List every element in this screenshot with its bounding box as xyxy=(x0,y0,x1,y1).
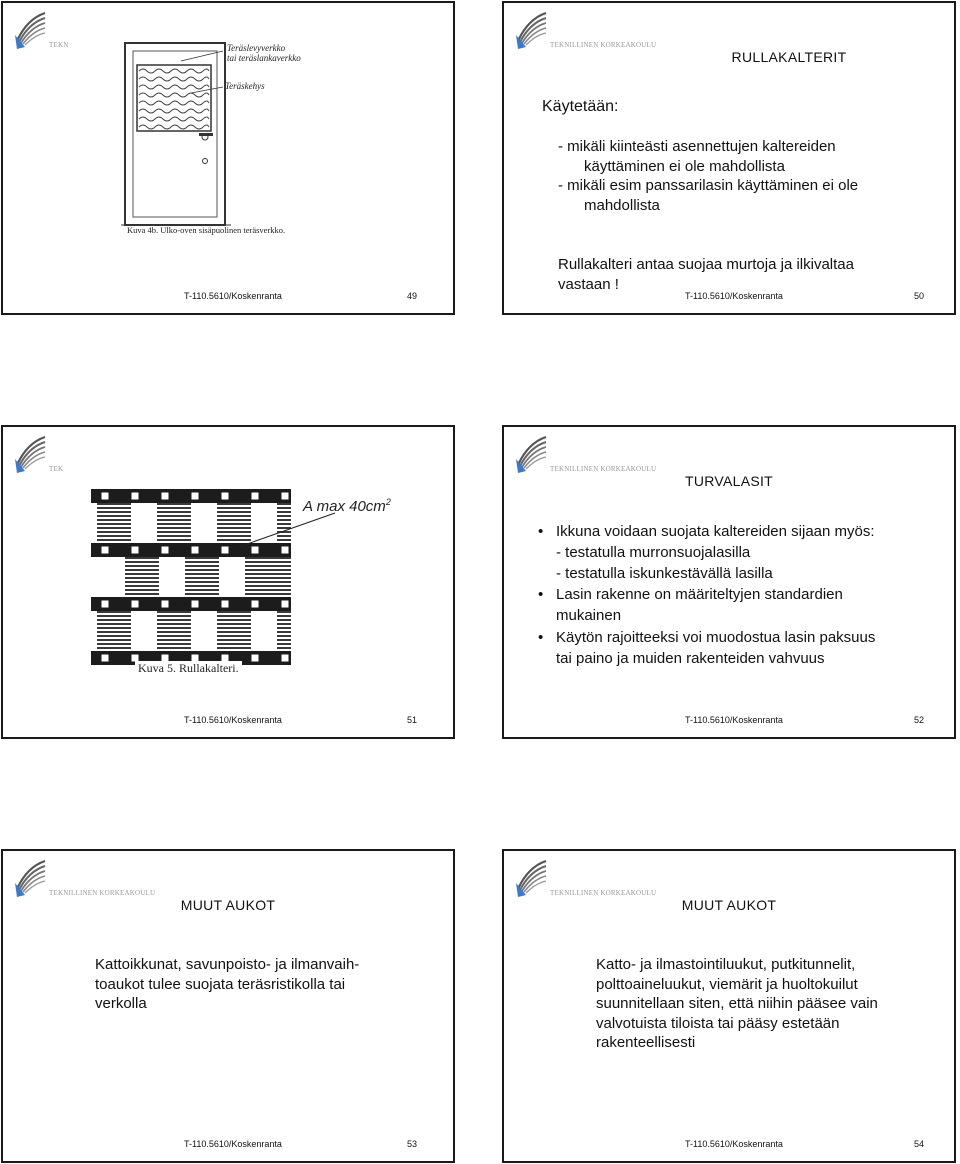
footer-page-number: 53 xyxy=(406,1139,417,1149)
university-logo-icon xyxy=(514,11,548,51)
body-paragraph: Katto- ja ilmastointiluukut, putkitunnelit, polttoaineluukut, viemärit ja huoltokuilut suunnitellaan siten, että niihin pääsee vain valvotuista tiloista tai pääsy estetään rakenteellisesti xyxy=(596,956,878,1051)
grille-rivet xyxy=(251,654,259,662)
drawing-caption: Kuva 4b. Ulko-oven sisäpuolinen teräsverkko. xyxy=(127,225,286,235)
slide-52 xyxy=(502,425,956,739)
university-logo-icon xyxy=(13,859,47,899)
university-logo-icon xyxy=(514,859,548,899)
list-item: tai paino ja muiden rakenteiden vahvuus xyxy=(556,650,825,667)
door-drawing xyxy=(121,41,321,241)
footer-page-number: 54 xyxy=(913,1139,924,1149)
grille-rivet xyxy=(251,492,259,500)
slide-54 xyxy=(502,849,956,1163)
grille-rivet xyxy=(101,492,109,500)
usage-list xyxy=(558,137,858,215)
footer-course: T-110.5610/Koskenranta xyxy=(184,291,282,301)
grille-rivet xyxy=(161,546,169,554)
drawing-label-max: A $\max 40cm^2$ xyxy=(303,497,391,515)
logo-text: TEKNILLINEN KORKEAKOULU xyxy=(550,41,657,49)
list-item: - mikäli kiinteästi asennettujen kaltereiden xyxy=(558,138,836,155)
slide-51 xyxy=(1,425,455,739)
university-logo-icon xyxy=(13,435,47,475)
grille-slat xyxy=(277,557,291,595)
list-item: • Lasin rakenne on määriteltyjen standardien xyxy=(538,584,875,605)
grille-rivet xyxy=(281,600,289,608)
grille-rivet xyxy=(191,546,199,554)
list-item: • Ikkuna voidaan suojata kaltereiden sijaan myös: xyxy=(538,521,875,542)
logo-text: TEKNILLINEN KORKEAKOULU xyxy=(550,465,657,473)
drawing-label-frame: Teräskehys xyxy=(225,81,265,91)
slide-title: TURVALASIT xyxy=(684,473,774,489)
grille-slat xyxy=(185,557,219,595)
grille-rivet xyxy=(161,600,169,608)
logo-text: TEKNILLINEN KORKEAKOULU xyxy=(550,889,657,897)
leader-line xyxy=(229,511,339,551)
grille-slat xyxy=(217,611,251,649)
footer-page-number: 50 xyxy=(913,291,924,301)
list-item: mukainen xyxy=(556,607,622,624)
list-item: - mikäli esim panssarilasin käyttäminen ei ole xyxy=(558,177,859,194)
drawing-label-mesh: Teräslevyverkko tai teräslankaverkko xyxy=(227,43,301,63)
grille-slat xyxy=(125,557,159,595)
list-item: - testatulla murronsuojalasilla xyxy=(556,544,751,561)
grille-rivet xyxy=(131,600,139,608)
body-paragraph: Kattoikkunat, savunpoisto- ja ilmanvaih- toaukot tulee suojata teräsristikolla tai verkolla xyxy=(95,956,360,1012)
university-logo-icon xyxy=(514,435,548,475)
footer-course: T-110.5610/Koskenranta xyxy=(685,1139,783,1149)
footer-course: T-110.5610/Koskenranta xyxy=(685,715,783,725)
list-item: • Käytön rajoitteeksi voi muodostua lasin paksuus xyxy=(538,627,875,648)
grille-rivet xyxy=(251,600,259,608)
list-item: käyttäminen ei ole mahdollista xyxy=(584,157,785,175)
grille-rivet xyxy=(191,492,199,500)
list-item: - testatulla iskunkestävällä lasilla xyxy=(556,565,773,582)
grille-slat xyxy=(97,503,131,541)
grille-slat xyxy=(245,557,279,595)
list-item: mahdollista xyxy=(584,196,660,214)
slide-53 xyxy=(1,849,455,1163)
grille-slat xyxy=(157,611,191,649)
grille-rivet xyxy=(161,492,169,500)
footer-course: T-110.5610/Koskenranta xyxy=(184,715,282,725)
closing-text: Rullakalteri antaa suojaa murtoja ja ilkivaltaa vastaan ! xyxy=(558,256,854,293)
logo-text: TEK xyxy=(49,465,64,473)
grille-rivet xyxy=(281,492,289,500)
footer-course: T-110.5610/Koskenranta xyxy=(184,1139,282,1149)
grille-slat xyxy=(97,611,131,649)
footer-page-number: 51 xyxy=(406,715,417,725)
grille-rivet xyxy=(131,492,139,500)
grille-rivet xyxy=(101,654,109,662)
slide-title: MUUT AUKOT xyxy=(681,897,777,913)
grille-rivet xyxy=(221,600,229,608)
footer-course: T-110.5610/Koskenranta xyxy=(685,291,783,301)
slide-title: MUUT AUKOT xyxy=(180,897,276,913)
grille-slat xyxy=(277,611,291,649)
footer-page-number: 52 xyxy=(913,715,924,725)
university-logo-icon xyxy=(13,11,47,51)
slide-49 xyxy=(1,1,455,315)
slide-50 xyxy=(502,1,956,315)
footer-page-number: 49 xyxy=(406,291,417,301)
grille-rivet xyxy=(101,600,109,608)
intro-text: Käytetään: xyxy=(542,98,619,115)
logo-text: TEKNILLINEN KORKEAKOULU xyxy=(49,889,156,897)
drawing-caption: Kuva 5. Rullakalteri. xyxy=(135,661,242,676)
logo-text: TEKN xyxy=(49,41,69,49)
grille-rivet xyxy=(101,546,109,554)
grille-rivet xyxy=(131,546,139,554)
grille-rivet xyxy=(281,654,289,662)
grille-rivet xyxy=(191,600,199,608)
slide-title: RULLAKALTERIT xyxy=(731,49,847,65)
bullet-list xyxy=(538,521,875,669)
grille-rivet xyxy=(221,492,229,500)
grille-rivet xyxy=(221,546,229,554)
grille-slat xyxy=(157,503,191,541)
